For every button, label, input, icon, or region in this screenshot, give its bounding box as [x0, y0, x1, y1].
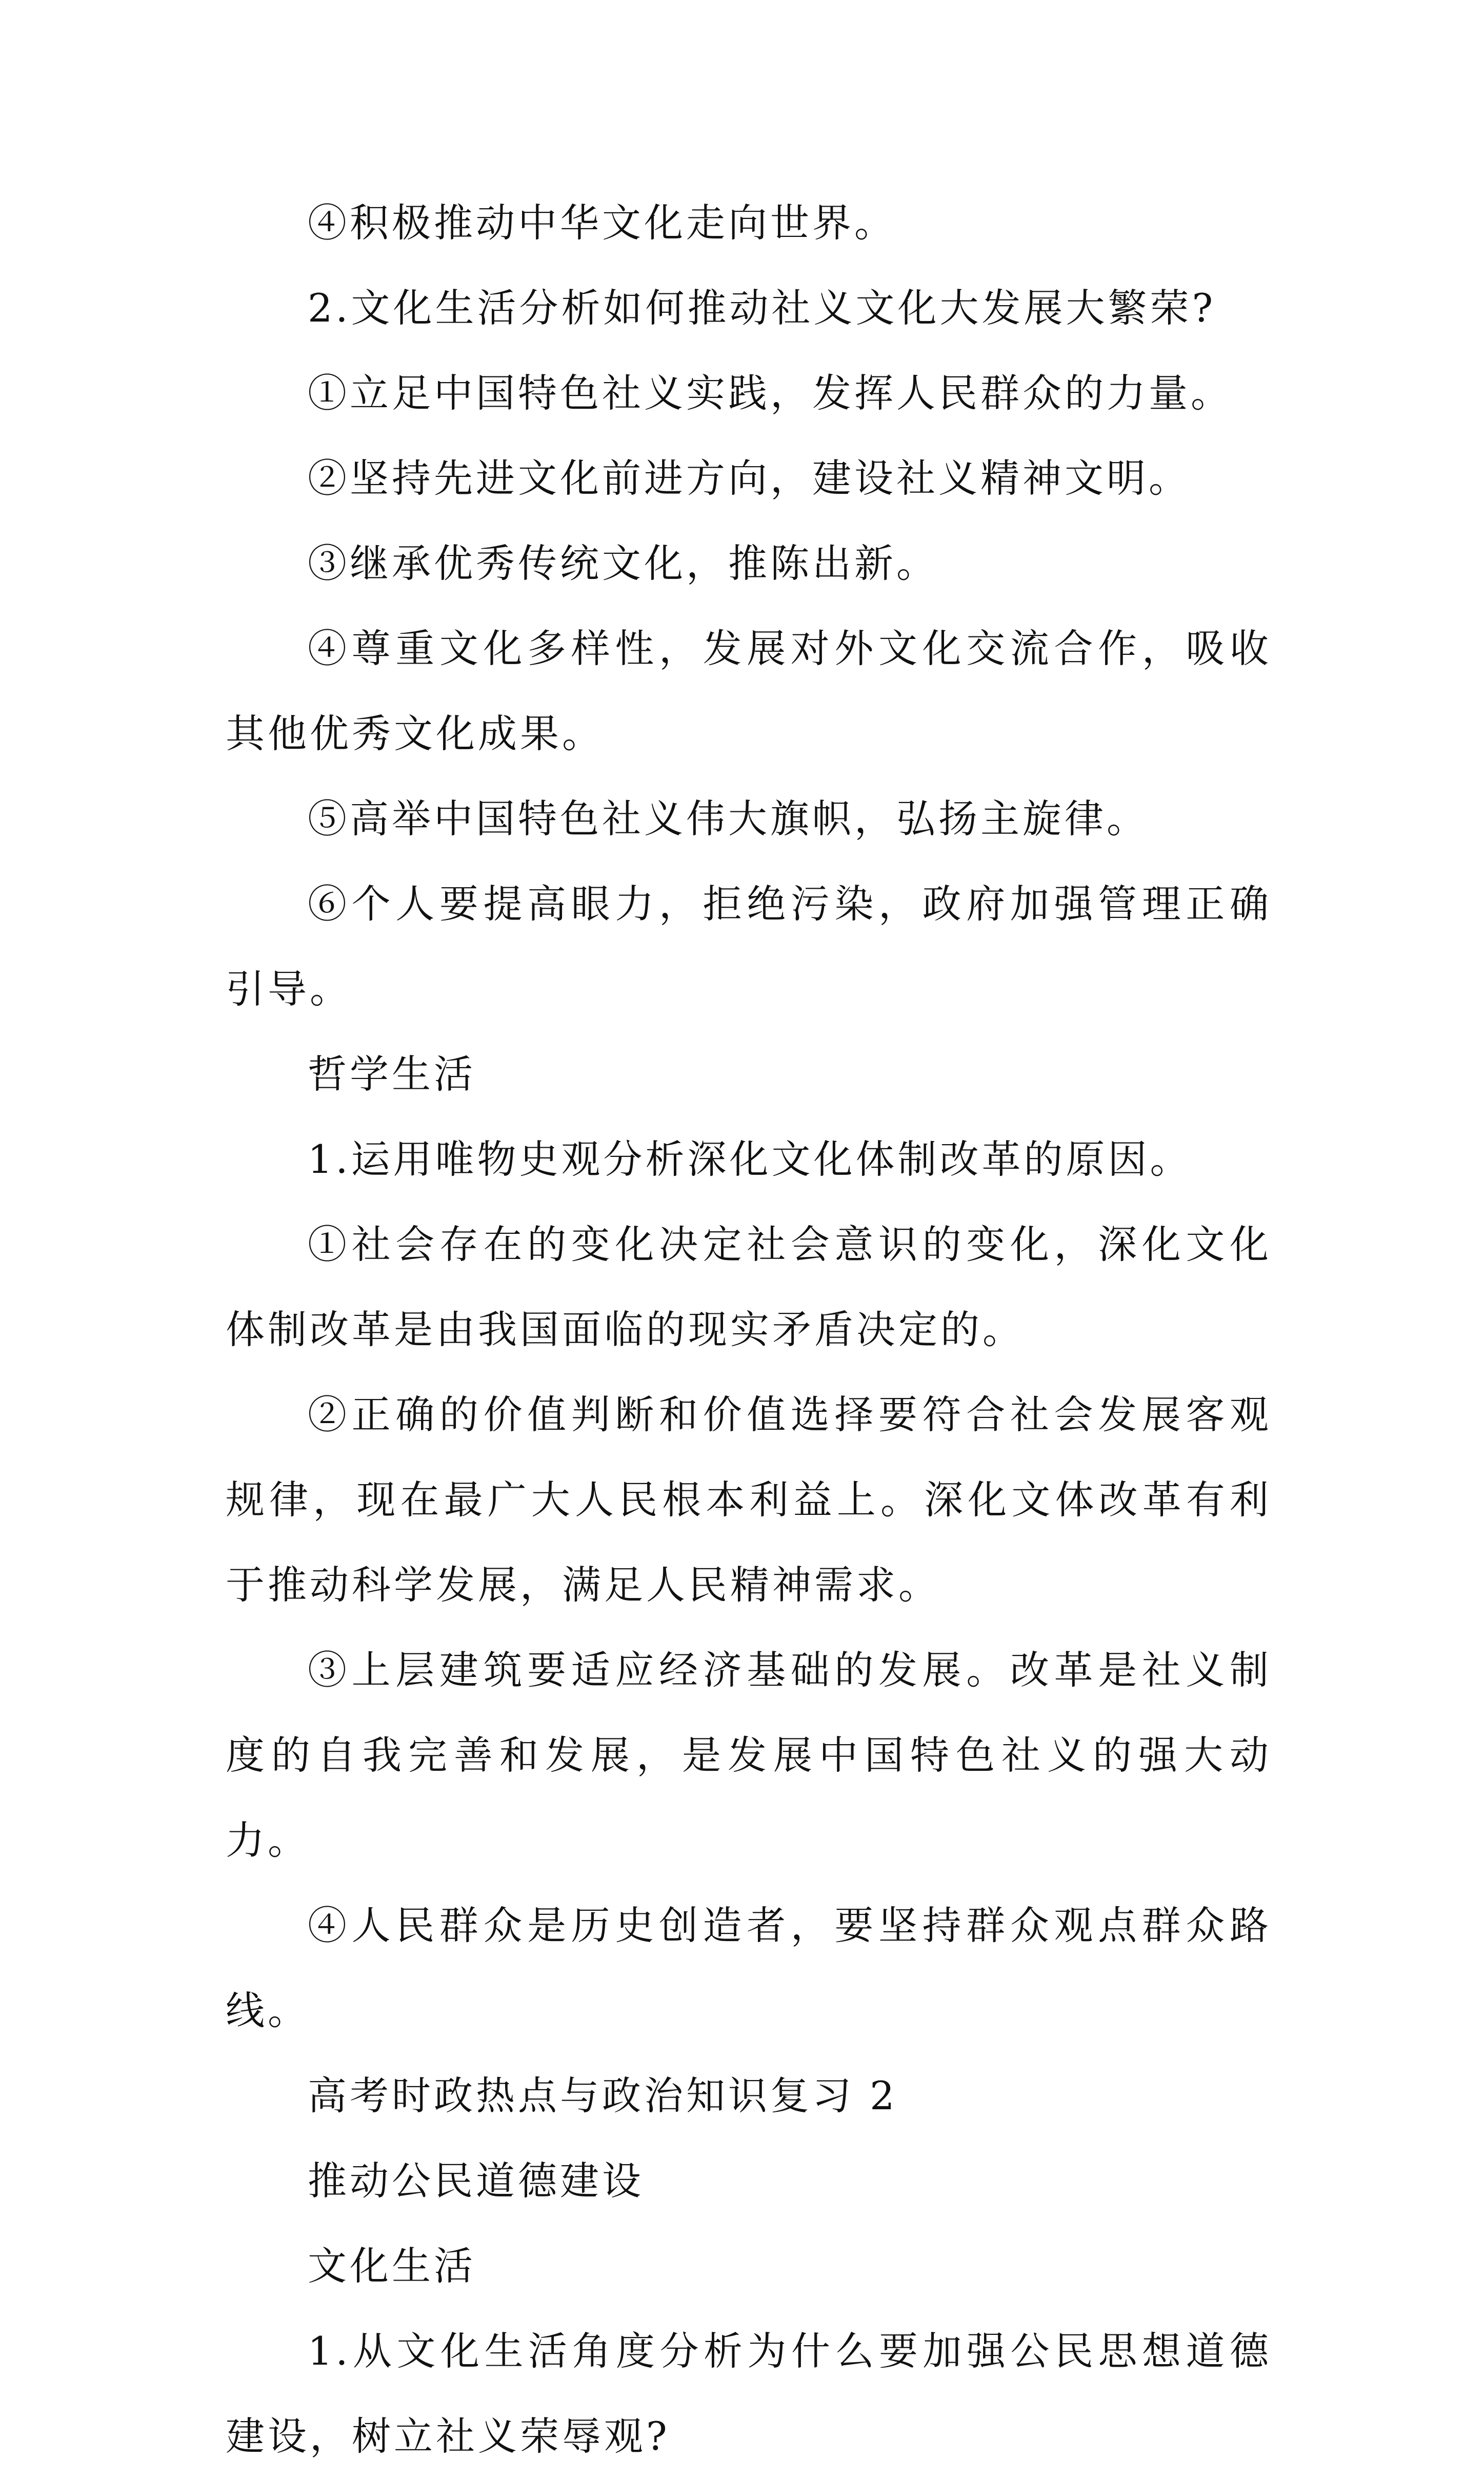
question-heading: 1.从文化生活角度分析为什么要加强公民思想道德建设，树立社义荣辱观?: [226, 2328, 1272, 2459]
document-body: [226, 181, 1272, 2479]
paragraph: ④积极推动中华文化走向世界。: [308, 200, 896, 246]
section-heading: 哲学生活: [308, 1051, 476, 1097]
question-heading: 1.运用唯物史观分析深化文化体制改革的原因。: [308, 1136, 1192, 1182]
paragraph: ③上层建筑要适应经济基础的发展。改革是社义制度的自我完善和发展，是发展中国特色社义的强大动力。: [226, 1647, 1272, 1863]
paragraph: ②坚持先进文化前进方向，建设社义精神文明。: [308, 455, 1191, 501]
topic-heading: 推动公民道德建设: [308, 2158, 644, 2204]
document-title: 高考时政热点与政治知识复习 2: [308, 2073, 898, 2118]
paragraph: ⑥个人要提高眼力，拒绝污染，政府加强管理正确引导。: [226, 881, 1272, 1012]
paragraph: ①社会存在的变化决定社会意识的变化，深化文化体制改革是由我国面临的现实矛盾决定的。: [226, 1222, 1272, 1352]
paragraph: ①立足中国特色社义实践，发挥人民群众的力量。: [308, 370, 1233, 416]
paragraph: ②正确的价值判断和价值选择要符合社会发展客观规律，现在最广大人民根本利益上。深化文体改革有利于推动科学发展，满足人民精神需求。: [226, 1392, 1272, 1608]
paragraph: ⑤高举中国特色社义伟大旗帜，弘扬主旋律。: [308, 796, 1149, 842]
question-heading: 2.文化生活分析如何推动社义文化大发展大繁荣?: [308, 285, 1216, 331]
paragraph: ④尊重文化多样性，发展对外文化交流合作，吸收其他优秀文化成果。: [226, 626, 1272, 756]
paragraph: ④人民群众是历史创造者，要坚持群众观点群众路线。: [226, 1903, 1272, 2033]
paragraph: ③继承优秀传统文化，推陈出新。: [308, 541, 938, 586]
section-heading: 文化生活: [308, 2243, 476, 2289]
